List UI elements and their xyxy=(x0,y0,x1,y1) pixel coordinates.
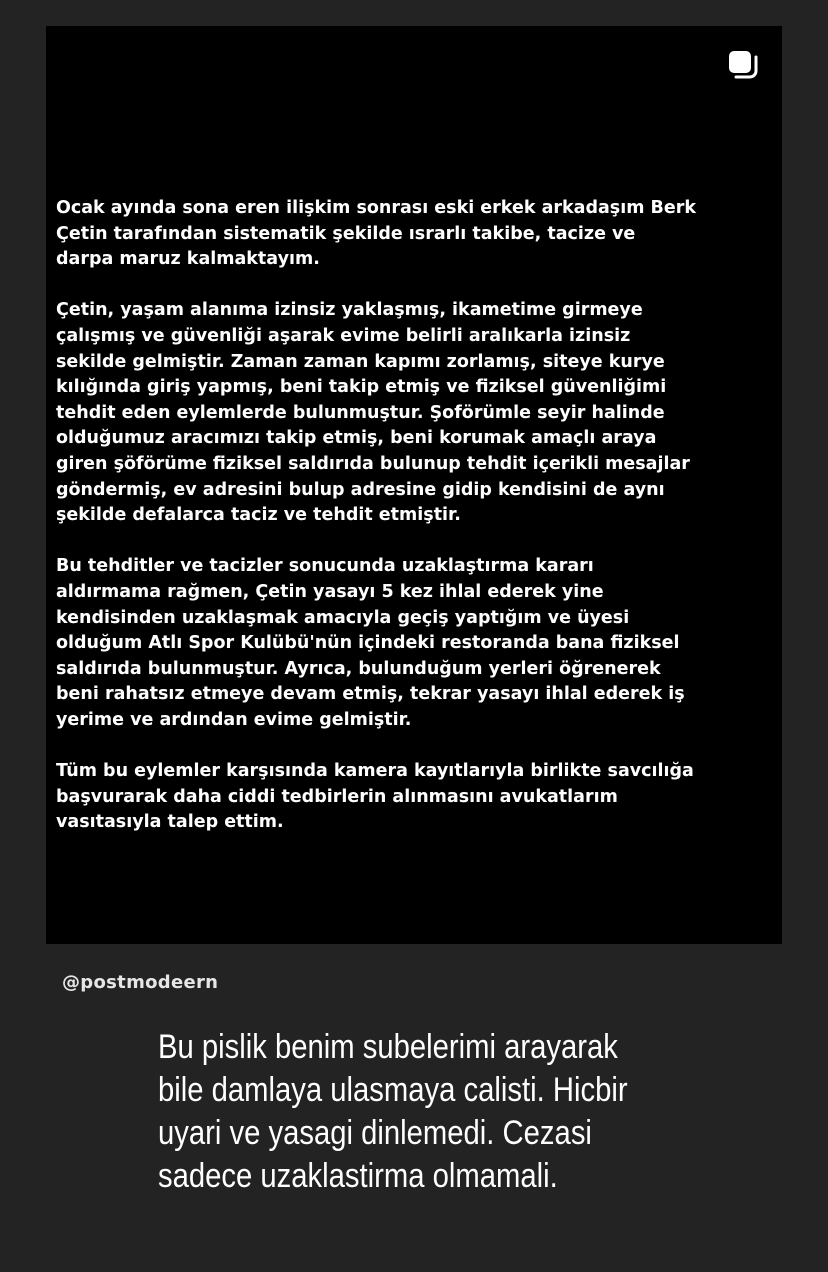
statement-line: tehdit eden eylemlerde bulunmuştur. Şoförümle seyir halinde xyxy=(56,402,665,423)
statement-line: Bu tehditler ve tacizler sonucunda uzaklaştırma kararı xyxy=(56,556,594,577)
statement-line: Çetin, yaşam alanıma izinsiz yaklaşmış, ikametime girmeye xyxy=(56,300,643,321)
statement-line: Ocak ayında sona eren ilişkim sonrası eski erkek arkadaşım Berk xyxy=(56,198,697,218)
copy-icon[interactable] xyxy=(726,48,760,82)
statement-line: başvurarak daha ciddi tedbirlerin alınmasını avukatlarım xyxy=(56,786,618,807)
repost-caption xyxy=(158,1026,674,1198)
caption-line: sadece uzaklastirma olmamali. xyxy=(158,1157,558,1195)
statement-line: saldırıda bulunmuştur. Ayrıca, bulunduğum yerleri öğrenerek xyxy=(56,658,661,679)
statement-paragraph-4 xyxy=(56,759,756,836)
statement-line: yerime ve ardından evime gelmiştir. xyxy=(56,709,412,730)
statement-line: Çetin tarafından sistematik şekilde ısrarlı takibe, tacize ve xyxy=(56,223,636,244)
statement-line: göndermiş, ev adresini bulup adresine gidip kendisini de aynı xyxy=(56,479,665,500)
statement-line: giren şöförüme fiziksel saldırıda bulunup tehdit içerikli mesajlar xyxy=(56,453,690,474)
repost-handle[interactable]: @postmodeern xyxy=(62,972,219,993)
statement-line: olduğumuz aracımızı takip etmiş, beni korumak amaçlı araya xyxy=(56,428,657,449)
statement-line: çalışmış ve güvenliği aşarak evime belirli aralıkarla izinsiz xyxy=(56,325,631,346)
statement-line: Tüm bu eylemler karşısında kamera kayıtlarıyla birlikte savcılığa xyxy=(56,761,694,782)
statement-line: şekilde defalarca taciz ve tehdit etmiştir. xyxy=(56,505,461,526)
statement-text xyxy=(56,196,756,861)
statement-paragraph-3 xyxy=(56,554,756,733)
statement-line: olduğum Atlı Spor Kulübü'nün içindeki restoranda bana fiziksel xyxy=(56,633,680,654)
statement-line: kendisinden uzaklaşmak amacıyla geçiş yaptığım ve üyesi xyxy=(56,607,630,628)
caption-line: bile damlaya ulasmaya calisti. Hicbir xyxy=(158,1071,628,1109)
statement-line: aldırmama rağmen, Çetin yasayı 5 kez ihlal ederek yine xyxy=(56,581,604,602)
statement-paragraph-2 xyxy=(56,298,756,528)
statement-line: darpa maruz kalmaktayım. xyxy=(56,249,320,270)
caption-line: uyari ve yasagi dinlemedi. Cezasi xyxy=(158,1114,592,1152)
statement-line: kılığında giriş yapmış, beni takip etmiş ve fiziksel güvenliğimi xyxy=(56,377,667,398)
caption-line: Bu pislik benim subelerimi arayarak xyxy=(158,1028,618,1066)
statement-line: sekilde gelmiştir. Zaman zaman kapımı zorlamış, siteye kurye xyxy=(56,351,665,372)
statement-line: beni rahatsız etmeye devam etmiş, tekrar yasayı ihlal ederek iş xyxy=(56,684,685,705)
statement-line: vasıtasıyla talep ettim. xyxy=(56,812,284,833)
statement-paragraph-1 xyxy=(56,196,756,273)
story-card xyxy=(46,26,782,944)
